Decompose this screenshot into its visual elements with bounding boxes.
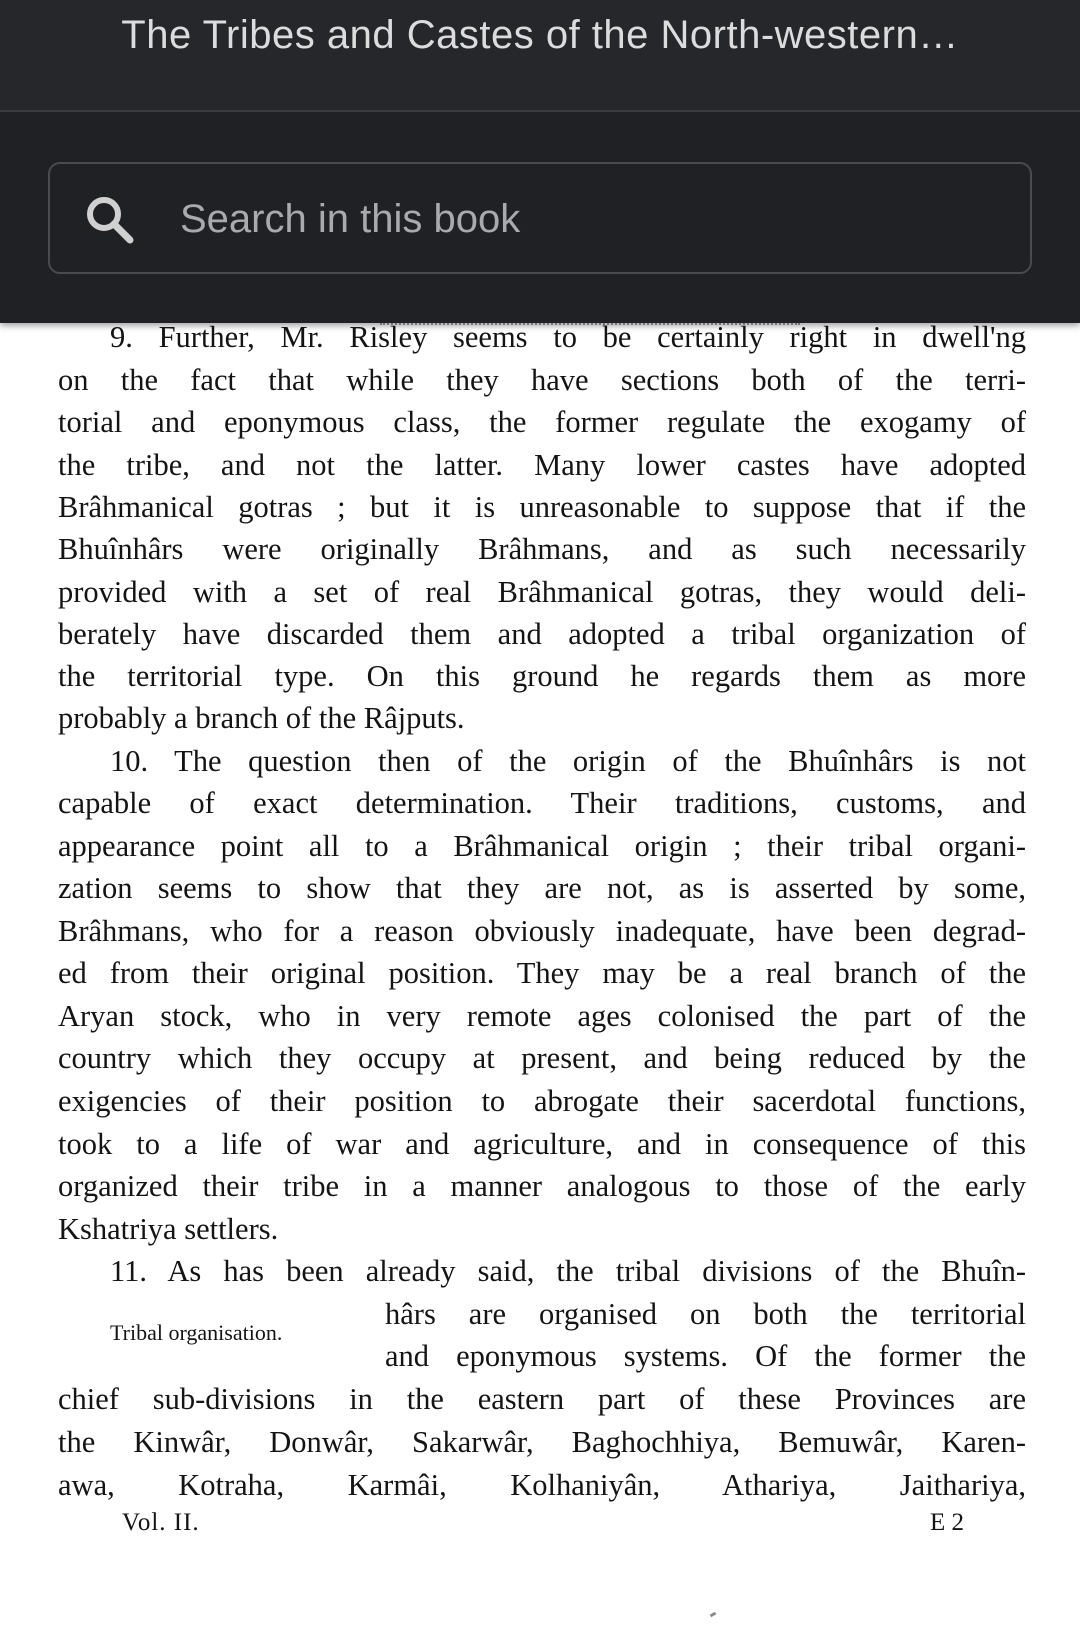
text-line: hârs are organised on both the territorial [385,1297,1026,1331]
text-line: chief sub-divisions in the eastern part of these Provinces are [58,1382,1026,1416]
margin-note: Tribal organisation. [110,1320,283,1345]
search-icon[interactable] [82,192,138,248]
text-line: awa, Kotraha, Karmâi, Kolhaniyân, Athariya, Jaithariya, [58,1468,1026,1502]
search-box[interactable] [48,162,1032,274]
text-line: zation seems to show that they are not, as is asserted by some, [58,871,1026,905]
title-bar [0,0,1080,112]
text-line: appearance point all to a Brâhmanical origin ; their tribal organi- [58,829,1026,863]
text-line: exigencies of their position to abrogate their sacerdotal functions, [58,1084,1026,1118]
text-line: the territorial type. On this ground he regards them as more [58,659,1026,693]
search-input[interactable] [178,182,1002,256]
text-line: Brâhmanical gotras ; but it is unreasonable to suppose that if the [58,490,1026,524]
text-line: Brâhmans, who for a reason obviously inadequate, have been degrad- [58,914,1026,948]
text-line: Kshatriya settlers. [58,1212,279,1246]
footer-signature: E 2 [930,1509,965,1536]
text-line: the Kinwâr, Donwâr, Sakarwâr, Baghochhiya, Bemuwâr, Karen- [58,1425,1026,1459]
scan-artifact [710,1612,717,1618]
app-header [0,0,1080,323]
text-line: berately have discarded them and adopted a tribal organization of [58,617,1026,651]
text-line: 10. The question then of the origin of the Bhuînhârs is not [110,744,1026,778]
book-page [0,323,1080,1632]
footer-volume: Vol. II. [122,1509,200,1536]
text-line: the tribe, and not the latter. Many lower castes have adopted [58,448,1026,482]
text-line: probably a branch of the Râjputs. [58,701,465,735]
text-line: country which they occupy at present, and being reduced by the [58,1041,1026,1075]
text-line: Bhuînhârs were originally Brâhmans, and as such necessarily [58,532,1026,566]
text-line: provided with a set of real Brâhmanical gotras, they would deli- [58,575,1026,609]
book-title: The Tribes and Castes of the North-western… [121,13,959,57]
text-line: 11. As has been already said, the tribal divisions of the Bhuîn- [110,1254,1026,1288]
text-line: and eponymous systems. Of the former the [385,1339,1026,1373]
text-line: 9. Further, Mr. Risley seems to be certainly right in dwell'ng [110,323,1026,354]
text-line: took to a life of war and agriculture, and in consequence of this [58,1127,1026,1161]
text-line: capable of exact determination. Their traditions, customs, and [58,786,1026,820]
text-line: Aryan stock, who in very remote ages colonised the part of the [58,999,1026,1033]
text-line: ed from their original position. They may be a real branch of the [58,956,1026,990]
text-line: on the fact that while they have sections both of the terri- [58,363,1026,397]
text-line: torial and eponymous class, the former regulate the exogamy of [58,405,1026,439]
text-line: organized their tribe in a manner analogous to those of the early [58,1169,1026,1203]
